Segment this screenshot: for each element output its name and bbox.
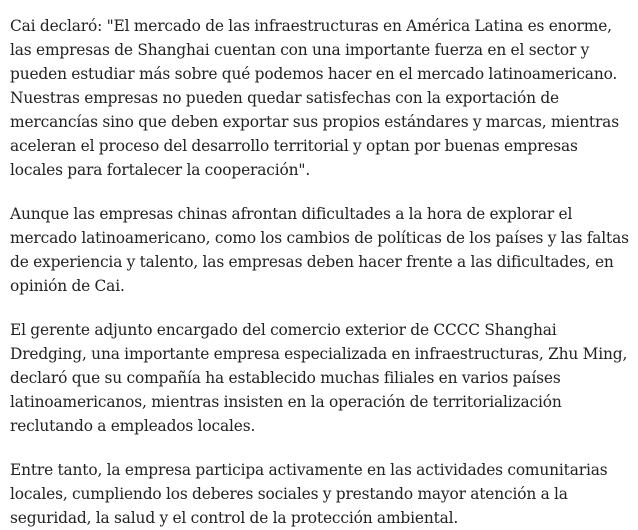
paragraph-community: Entre tanto, la empresa participa activamente en las actividades comunitarias locales, cumpliendo los deberes sociales y prestando mayor atención a la seguridad, la salud y el control de la protección ambiental. xyxy=(10,461,608,527)
paragraph-zhu-ming: El gerente adjunto encargado del comercio exterior de CCCC Shanghai Dredging, una importante empresa especializada en infraestructuras, Zhu Ming, declaró que su compañía ha establecido muchas filiales en varios países latinoamericanos, mientras insisten en la operación de territorialización reclutando a empleados locales. xyxy=(10,321,628,435)
paragraph-cai-quote: Cai declaró: "El mercado de las infraestructuras en América Latina es enorme, las empresas de Shanghai cuentan con una importante fuerza en el sector y pueden estudiar más sobre qué podemos hacer en el mercado latinoamericano. Nuestras empresas no pueden quedar satisfechas con la exportación de mercancías sino que deben exportar sus propios estándares y marcas, mientras aceleran el proceso del desarrollo territorial y optan por buenas empresas locales para fortalecer la cooperación". xyxy=(10,17,619,179)
paragraph-challenges: Aunque las empresas chinas afrontan dificultades a la hora de explorar el mercado latinoamericano, como los cambios de políticas de los países y las faltas de experiencia y talento, las empresas deben hacer frente a las dificultades, en opinión de Cai. xyxy=(10,205,629,295)
